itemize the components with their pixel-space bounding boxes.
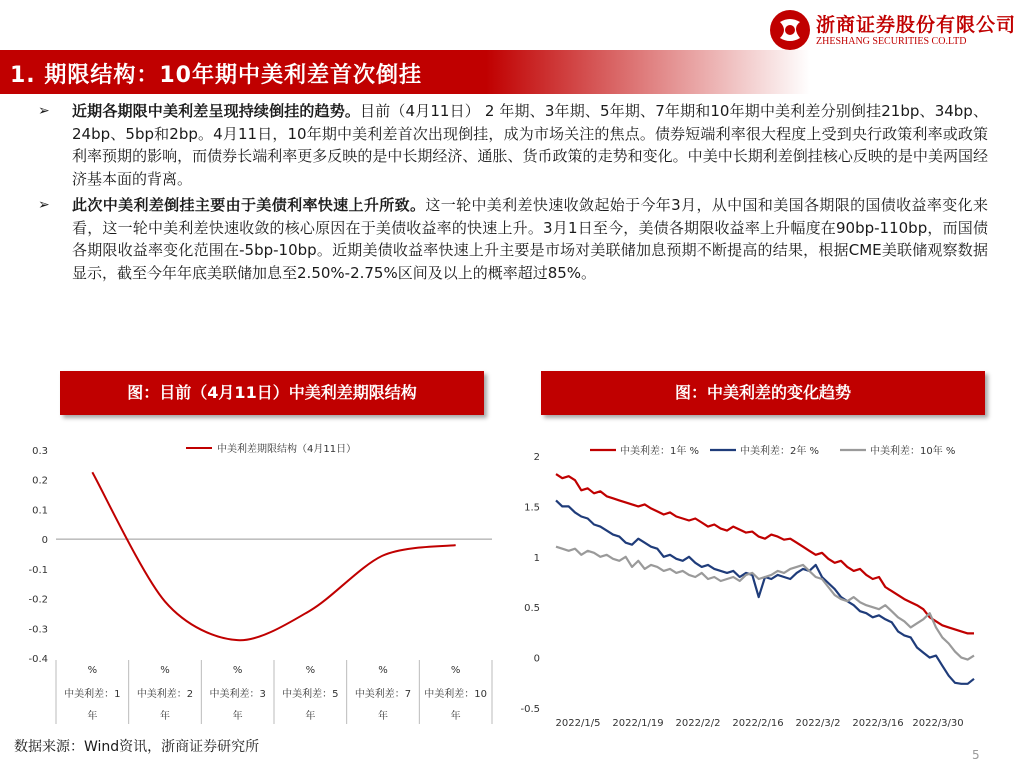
x-tick-label: 2022/1/5: [555, 718, 601, 729]
y-tick-label: -0.5: [520, 704, 540, 715]
legend-label: 中美利差：10年 %: [870, 446, 956, 457]
x-tick-label: 年: [87, 711, 98, 722]
series-line: [556, 500, 974, 683]
x-tick-label: %: [160, 665, 170, 676]
series-line: [92, 472, 455, 640]
x-tick-label: 中美利差：1: [64, 689, 121, 700]
x-tick-label: 2022/2/2: [675, 718, 721, 729]
x-tick-label: 中美利差：3: [209, 689, 266, 700]
x-tick-label: %: [232, 665, 243, 676]
y-tick-label: 0.2: [32, 475, 48, 487]
x-tick-label: 年: [232, 711, 243, 722]
x-tick-label: 年: [378, 711, 388, 722]
bullet-heading: 此次中美利差倒挂主要由于美债利率快速上升所致。: [72, 196, 426, 214]
y-tick-label: 0.5: [524, 603, 540, 615]
y-tick-label: -0.1: [28, 564, 48, 576]
x-tick-label: 中美利差：2: [136, 689, 194, 700]
x-tick-label: 年: [450, 711, 461, 722]
x-tick-label: 中美利差：5: [282, 689, 339, 700]
data-source-note: 数据来源：Wind资讯，浙商证券研究所: [14, 739, 260, 755]
y-tick-label: -0.2: [28, 594, 48, 606]
spread-trend-chart: [512, 428, 982, 733]
bullet-text: 这一轮中美利差快速收敛起始于今年3月，从中国和美国各期限的国债收益率变化来看，这一轮中美利差快速收敛的核心原因在于美债收益率的快速上升。3月1日至今，美债各期限收益率上升幅度在90bp-110bp，而国债各期限收益率变化范围在-5bp-10bp。近期美债收益率快速上升主要是市场对美联储加息预期不断提高的结果，根据CME美联储观察数据显示，截至今年年底美联储加息至2.50%-2.75%区间及以上的概率超过85%。: [72, 196, 988, 282]
y-tick-label: 1: [533, 552, 540, 564]
page-number: 5: [972, 748, 980, 762]
legend-label: 中美利差期限结构（4月11日）: [217, 444, 357, 455]
x-tick-label: 2022/3/16: [852, 718, 904, 729]
x-tick-label: %: [305, 665, 316, 676]
x-tick-label: 中美利差：7: [354, 689, 412, 700]
y-tick-label: 2: [533, 452, 540, 463]
series-line: [556, 474, 974, 633]
arrow-bullet-icon: ➢: [38, 197, 50, 213]
x-tick-label: 年: [305, 711, 316, 722]
x-tick-label: 中美利差：10: [424, 689, 488, 700]
x-tick-label: %: [87, 665, 98, 676]
logo-mark-icon: [768, 8, 812, 52]
x-tick-label: 年: [160, 711, 170, 722]
bullet-item: [38, 100, 988, 190]
x-tick-label: 2022/2/16: [732, 718, 784, 729]
x-tick-label: %: [378, 665, 388, 676]
y-tick-label: -0.4: [28, 654, 48, 665]
y-tick-label: -0.3: [28, 624, 48, 636]
title-bar: [0, 50, 810, 94]
x-tick-label: 2022/3/2: [795, 718, 841, 729]
bullet-text: 目前（4月11日） 2 年期、3年期、5年期、7年期和10年期中美利差分别倒挂21bp、34bp、24bp、5bp和2bp。4月11日，10年期中美利差首次出现倒挂，成为市场关注的焦点。债券短端利率很大程度上受到央行政策利率或政策利率预期的影响，而债券长端利率更多反映的是中长期经济、通胀、货币政策的走势和变化。中美中长期利差倒挂核心反映的是中美两国经济基本面的背离。: [72, 102, 988, 188]
bullet-item: [38, 194, 988, 284]
legend-label: 中美利差：2年 %: [740, 446, 820, 457]
y-tick-label: 0: [533, 653, 540, 665]
chart1-header: 图：目前（4月11日）中美利差期限结构: [60, 371, 484, 415]
y-tick-label: 0.3: [32, 446, 48, 457]
arrow-bullet-icon: ➢: [38, 103, 50, 119]
company-logo: [768, 8, 1017, 50]
x-tick-label: 2022/3/30: [912, 718, 964, 729]
x-tick-label: %: [450, 665, 461, 676]
term-structure-chart: [14, 428, 494, 733]
chart2-header: 图：中美利差的变化趋势: [541, 371, 985, 415]
logo-company-name-en: ZHESHANG SECURITIES CO.LTD: [816, 36, 967, 47]
page-title: 1. 期限结构：10年期中美利差首次倒挂: [10, 63, 422, 88]
bullet-list: [38, 100, 988, 288]
x-tick-label: 2022/1/19: [612, 718, 664, 729]
bullet-heading: 近期各期限中美利差呈现持续倒挂的趋势。: [72, 102, 361, 120]
logo-company-name: 浙商证券股份有限公司: [816, 14, 1017, 36]
y-tick-label: 0.1: [32, 505, 48, 517]
y-tick-label: 0: [41, 535, 48, 547]
legend-label: 中美利差：1年 %: [620, 446, 700, 457]
y-tick-label: 1.5: [524, 502, 540, 514]
